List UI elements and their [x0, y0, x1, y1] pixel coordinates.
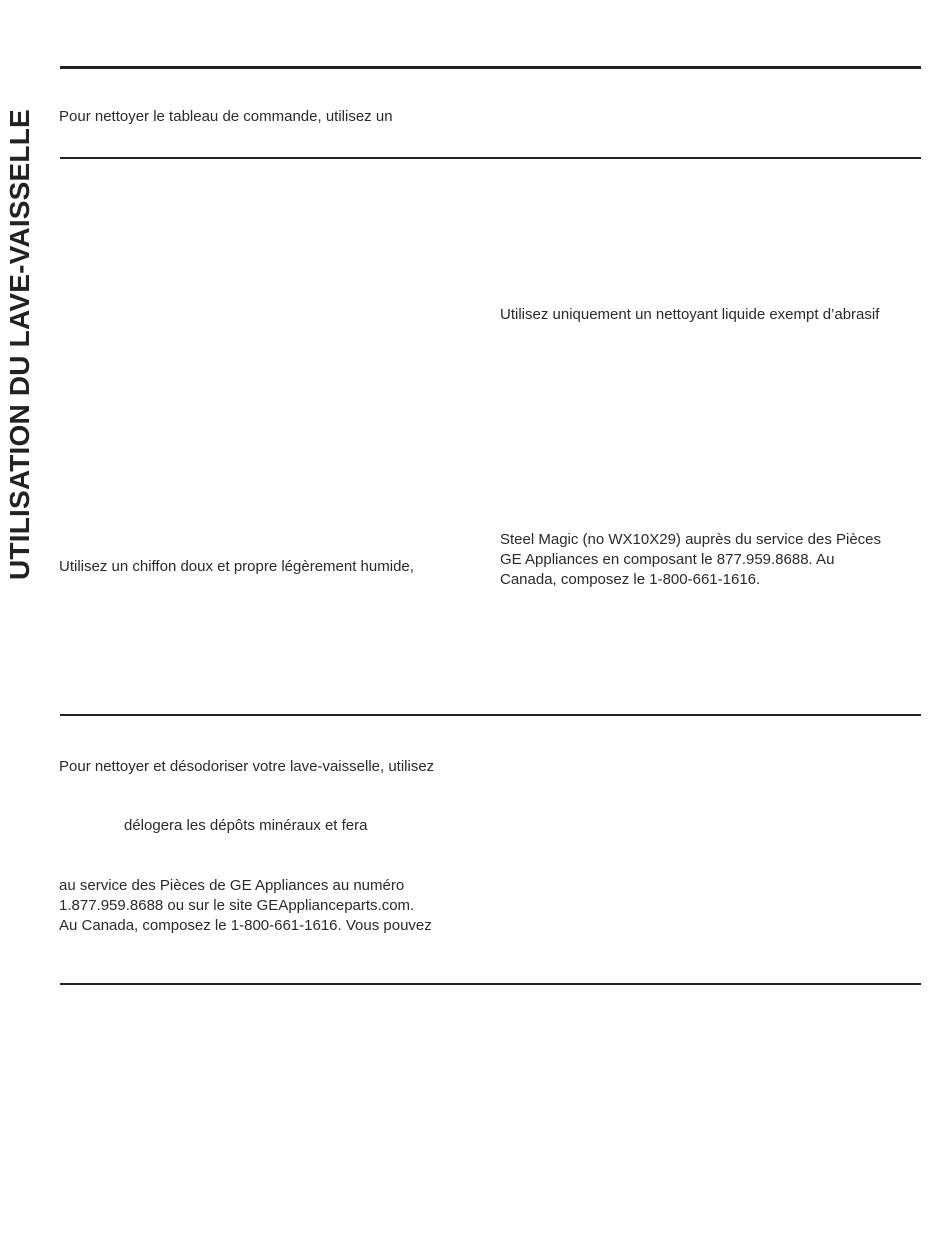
interior-text-indented: délogera les dépôts minéraux et fera — [124, 817, 368, 834]
divider-control-panel — [60, 157, 921, 159]
top-divider — [60, 66, 921, 69]
interior-line: au service des Pièces de GE Appliances au numéro — [59, 877, 405, 894]
exterior-right-text: Utilisez uniquement un nettoyant liquide exempt d’abrasif — [500, 306, 880, 323]
section-side-title: UTILISATION DU LAVE-VAISSELLE — [4, 109, 35, 580]
exterior-right-line: Steel Magic (no WX10X29) auprès du service des Pièces — [500, 531, 882, 548]
exterior-right-line: GE Appliances en composant le 877.959.8688. Au — [500, 551, 835, 568]
interior-line: 1.877.959.8688 ou sur le site GEApplianceparts.com. — [59, 897, 415, 914]
exterior-left-text: Utilisez un chiffon doux et propre légèrement humide, — [59, 558, 414, 575]
exterior-right-paragraph — [500, 530, 881, 590]
exterior-right-line: Canada, composez le 1-800-661-1616. — [500, 571, 761, 588]
interior-paragraph — [59, 876, 432, 936]
interior-line: Au Canada, composez le 1-800-661-1616. Vous pouvez — [59, 917, 432, 934]
divider-interior — [60, 983, 921, 985]
control-panel-text: Pour nettoyer le tableau de commande, utilisez un — [59, 108, 393, 125]
interior-text: Pour nettoyer et désodoriser votre lave-vaisselle, utilisez — [59, 758, 435, 775]
divider-exterior — [60, 714, 921, 716]
